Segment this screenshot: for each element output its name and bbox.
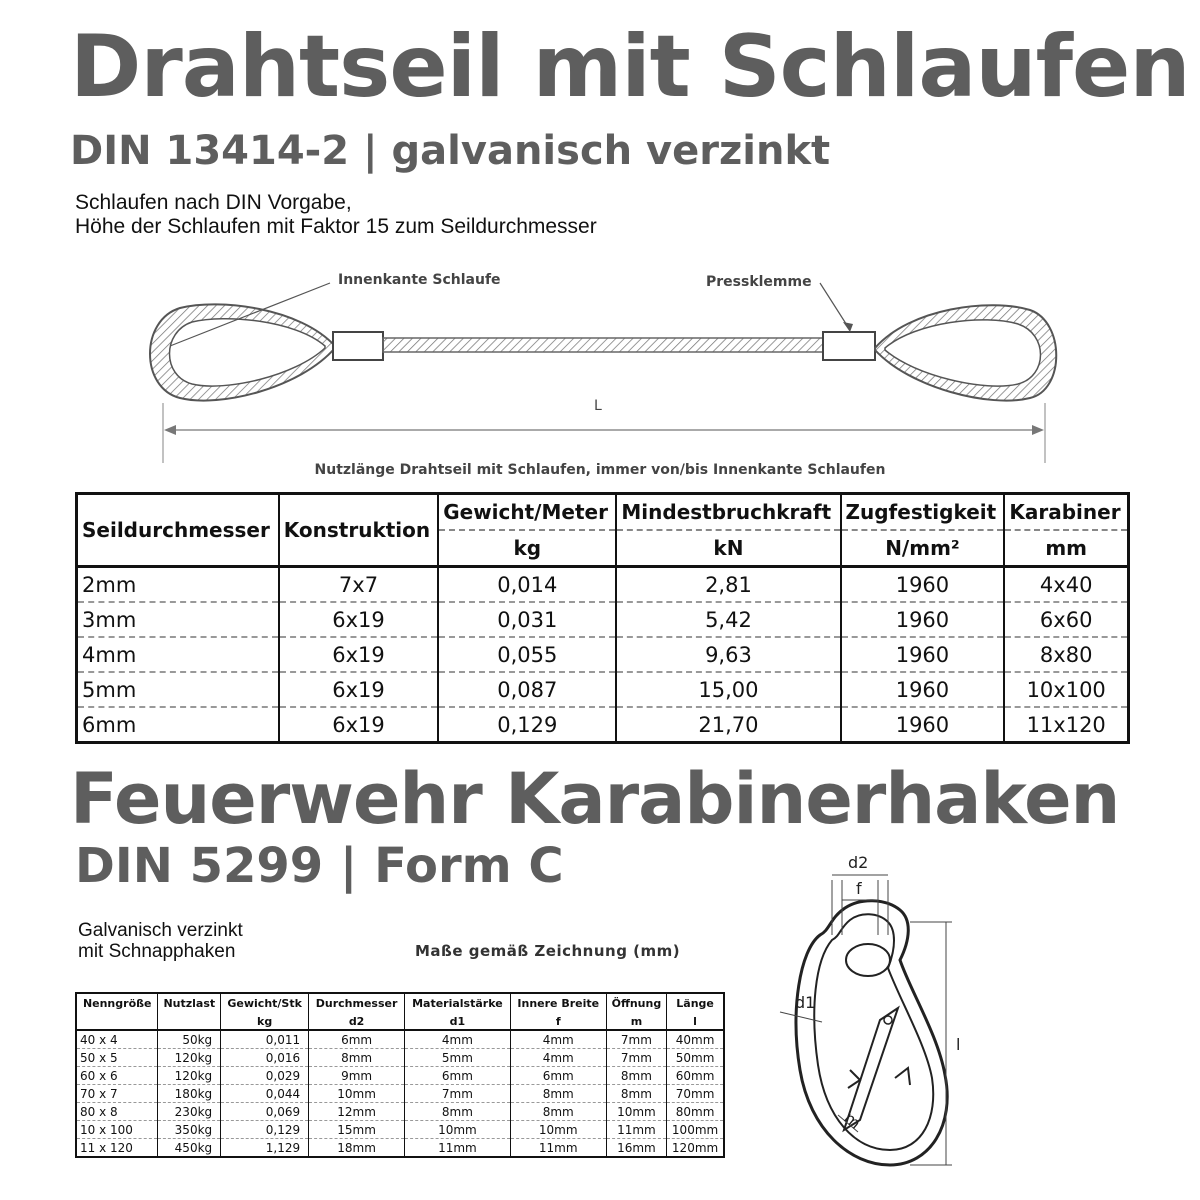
table-cell: 7mm	[606, 1030, 666, 1049]
table-cell: 40mm	[667, 1030, 724, 1049]
table-cell: 8x80	[1004, 637, 1128, 672]
dimensions-caption: Maße gemäß Zeichnung (mm)	[415, 942, 681, 960]
table-row	[77, 707, 1129, 743]
col-unit: kg	[221, 1013, 309, 1030]
table-cell: 5,42	[616, 602, 840, 637]
table-cell: 4x40	[1004, 567, 1128, 603]
table-cell: 0,069	[221, 1103, 309, 1121]
table-row	[76, 1103, 724, 1121]
diagram-caption: Nutzlänge Drahtseil mit Schlaufen, immer von/bis Innenkante Schlaufen	[314, 462, 886, 478]
label-inner-edge: Innenkante Schlaufe	[338, 272, 501, 288]
table-cell: 7x7	[279, 567, 438, 603]
table-cell: 11 x 120	[76, 1139, 158, 1158]
table-cell: 4mm	[510, 1030, 606, 1049]
table-cell: 8mm	[606, 1067, 666, 1085]
table-row	[76, 1085, 724, 1103]
table-cell: 9mm	[309, 1067, 405, 1085]
label-l: l	[956, 1035, 961, 1054]
table-cell: 11mm	[510, 1139, 606, 1158]
table-cell: 16mm	[606, 1139, 666, 1158]
table-cell: 8mm	[510, 1085, 606, 1103]
table-cell: 18mm	[309, 1139, 405, 1158]
table-cell: 6mm	[77, 707, 279, 743]
unit-carabiner: mm	[1004, 530, 1128, 567]
col-unit: d1	[405, 1013, 511, 1030]
table-cell: 350kg	[158, 1121, 221, 1139]
table-cell: 4mm	[510, 1049, 606, 1067]
table-cell: 6x19	[279, 637, 438, 672]
table-cell: 6mm	[309, 1030, 405, 1049]
table-cell: 0,031	[438, 602, 616, 637]
carabiner-note	[78, 920, 243, 962]
table-cell: 11mm	[405, 1139, 511, 1158]
table-cell: 1960	[841, 707, 1005, 743]
table-cell: 0,129	[438, 707, 616, 743]
rope	[383, 338, 823, 352]
note-line-1: Schlaufen nach DIN Vorgabe,	[75, 191, 352, 214]
col-unit: l	[667, 1013, 724, 1030]
table-cell: 230kg	[158, 1103, 221, 1121]
note-line-2: Höhe der Schlaufen mit Faktor 15 zum Seildurchmesser	[75, 215, 597, 238]
left-press-sleeve	[333, 332, 383, 360]
table-cell: 0,044	[221, 1085, 309, 1103]
col-header-carabiner: Karabiner	[1004, 494, 1128, 531]
table-cell: 0,129	[221, 1121, 309, 1139]
table-cell: 70mm	[667, 1085, 724, 1103]
right-loop	[875, 305, 1056, 400]
table-cell: 1960	[841, 602, 1005, 637]
label-m: m	[840, 1108, 865, 1133]
col-header: Nenngröße	[76, 993, 158, 1013]
table-row	[77, 672, 1129, 707]
table-cell: 80 x 8	[76, 1103, 158, 1121]
col-unit	[76, 1013, 158, 1030]
col-header-diameter: Seildurchmesser	[77, 494, 279, 567]
note-line-2: mit Schnapphaken	[78, 941, 236, 962]
table-cell: 4mm	[405, 1030, 511, 1049]
label-f: f	[856, 879, 862, 898]
carabiner-table	[75, 992, 725, 1158]
label-press-sleeve: Pressklemme	[706, 274, 812, 290]
col-unit: d2	[309, 1013, 405, 1030]
length-label: L	[594, 398, 602, 414]
table-cell: 60mm	[667, 1067, 724, 1085]
table-cell: 3mm	[77, 602, 279, 637]
col-header: Innere Breite	[510, 993, 606, 1013]
table-cell: 100mm	[667, 1121, 724, 1139]
table-cell: 10mm	[510, 1121, 606, 1139]
col-header-construction: Konstruktion	[279, 494, 438, 567]
table-cell: 21,70	[616, 707, 840, 743]
table-cell: 8mm	[405, 1103, 511, 1121]
col-header-weight: Gewicht/Meter	[438, 494, 616, 531]
table-cell: 0,014	[438, 567, 616, 603]
table-row	[77, 567, 1129, 603]
table-cell: 1960	[841, 567, 1005, 603]
col-unit: f	[510, 1013, 606, 1030]
table-row	[77, 602, 1129, 637]
table-cell: 6x19	[279, 602, 438, 637]
table-cell: 10mm	[606, 1103, 666, 1121]
table-cell: 6x60	[1004, 602, 1128, 637]
unit-weight: kg	[438, 530, 616, 567]
table-cell: 6mm	[510, 1067, 606, 1085]
table-row	[76, 1049, 724, 1067]
table-cell: 0,016	[221, 1049, 309, 1067]
table-cell: 0,055	[438, 637, 616, 672]
table-cell: 50mm	[667, 1049, 724, 1067]
wire-rope-note	[75, 191, 597, 239]
col-header: Materialstärke	[405, 993, 511, 1013]
table-cell: 10 x 100	[76, 1121, 158, 1139]
page-subtitle: DIN 13414-2 | galvanisch verzinkt	[70, 128, 831, 174]
table-cell: 40 x 4	[76, 1030, 158, 1049]
unit-breaking-force: kN	[616, 530, 840, 567]
table-cell: 1,129	[221, 1139, 309, 1158]
table-cell: 15mm	[309, 1121, 405, 1139]
table-cell: 120mm	[671, 1140, 719, 1155]
table-cell: 4mm	[77, 637, 279, 672]
table-cell: 8mm	[510, 1103, 606, 1121]
table-row	[76, 1030, 724, 1049]
table-cell: 6mm	[405, 1067, 511, 1085]
table-cell: 11x120	[1026, 712, 1106, 737]
table-cell: 6x19	[279, 672, 438, 707]
table-row	[77, 637, 1129, 672]
label-d2: d2	[848, 853, 869, 872]
table-cell: 1960	[841, 637, 1005, 672]
table-cell: 10mm	[405, 1121, 511, 1139]
table-cell: 0,029	[221, 1067, 309, 1085]
table-cell: 7mm	[606, 1049, 666, 1067]
table-cell: 15,00	[616, 672, 840, 707]
wire-rope-diagram	[0, 258, 1200, 468]
col-unit	[158, 1013, 221, 1030]
table-cell: 60 x 6	[76, 1067, 158, 1085]
table-row	[76, 1067, 724, 1085]
table-cell: 120kg	[158, 1049, 221, 1067]
table-cell: 450kg	[158, 1139, 221, 1158]
note-line-1: Galvanisch verzinkt	[78, 920, 243, 941]
table-cell: 5mm	[405, 1049, 511, 1067]
col-header-breaking-force: Mindestbruchkraft	[616, 494, 840, 531]
table-cell: 2mm	[77, 567, 279, 603]
col-header: Länge	[676, 997, 714, 1010]
table-cell: 70 x 7	[76, 1085, 158, 1103]
col-header-tensile: Zugfestigkeit	[841, 494, 1005, 531]
right-press-sleeve	[823, 332, 875, 360]
table-row	[76, 1139, 724, 1158]
table-cell: 80mm	[667, 1103, 724, 1121]
carabiner-drawing	[760, 840, 980, 1185]
unit-tensile: N/mm²	[841, 530, 1005, 567]
table-cell: 11mm	[606, 1121, 666, 1139]
table-cell: 0,011	[221, 1030, 309, 1049]
section-title: Feuerwehr Karabinerhaken	[70, 758, 1120, 840]
left-loop	[150, 304, 335, 400]
col-header: Gewicht/Stk	[221, 993, 309, 1013]
table-cell: 180kg	[158, 1085, 221, 1103]
table-cell: 2,81	[616, 567, 840, 603]
table-cell: 5mm	[77, 672, 279, 707]
page-title: Drahtseil mit Schlaufen	[70, 17, 1190, 117]
table-cell: 9,63	[616, 637, 840, 672]
table-cell: 10x100	[1004, 672, 1128, 707]
section-subtitle: DIN 5299 | Form C	[75, 838, 564, 894]
table-cell: 50 x 5	[76, 1049, 158, 1067]
table-cell: 1960	[841, 672, 1005, 707]
table-row	[76, 1121, 724, 1139]
table-cell: 120kg	[158, 1067, 221, 1085]
table-cell: 12mm	[309, 1103, 405, 1121]
col-header: Nutzlast	[158, 993, 221, 1013]
col-unit: m	[606, 1013, 666, 1030]
table-cell: 6x19	[279, 707, 438, 743]
table-cell: 50kg	[158, 1030, 221, 1049]
col-header: Öffnung	[606, 993, 666, 1013]
table-cell: 0,087	[438, 672, 616, 707]
table-cell: 8mm	[606, 1085, 666, 1103]
col-header: Durchmesser	[309, 993, 405, 1013]
label-d1: d1	[795, 993, 816, 1012]
wire-rope-table	[75, 492, 1130, 744]
table-cell: 7mm	[405, 1085, 511, 1103]
table-cell: 10mm	[309, 1085, 405, 1103]
table-cell: 8mm	[309, 1049, 405, 1067]
